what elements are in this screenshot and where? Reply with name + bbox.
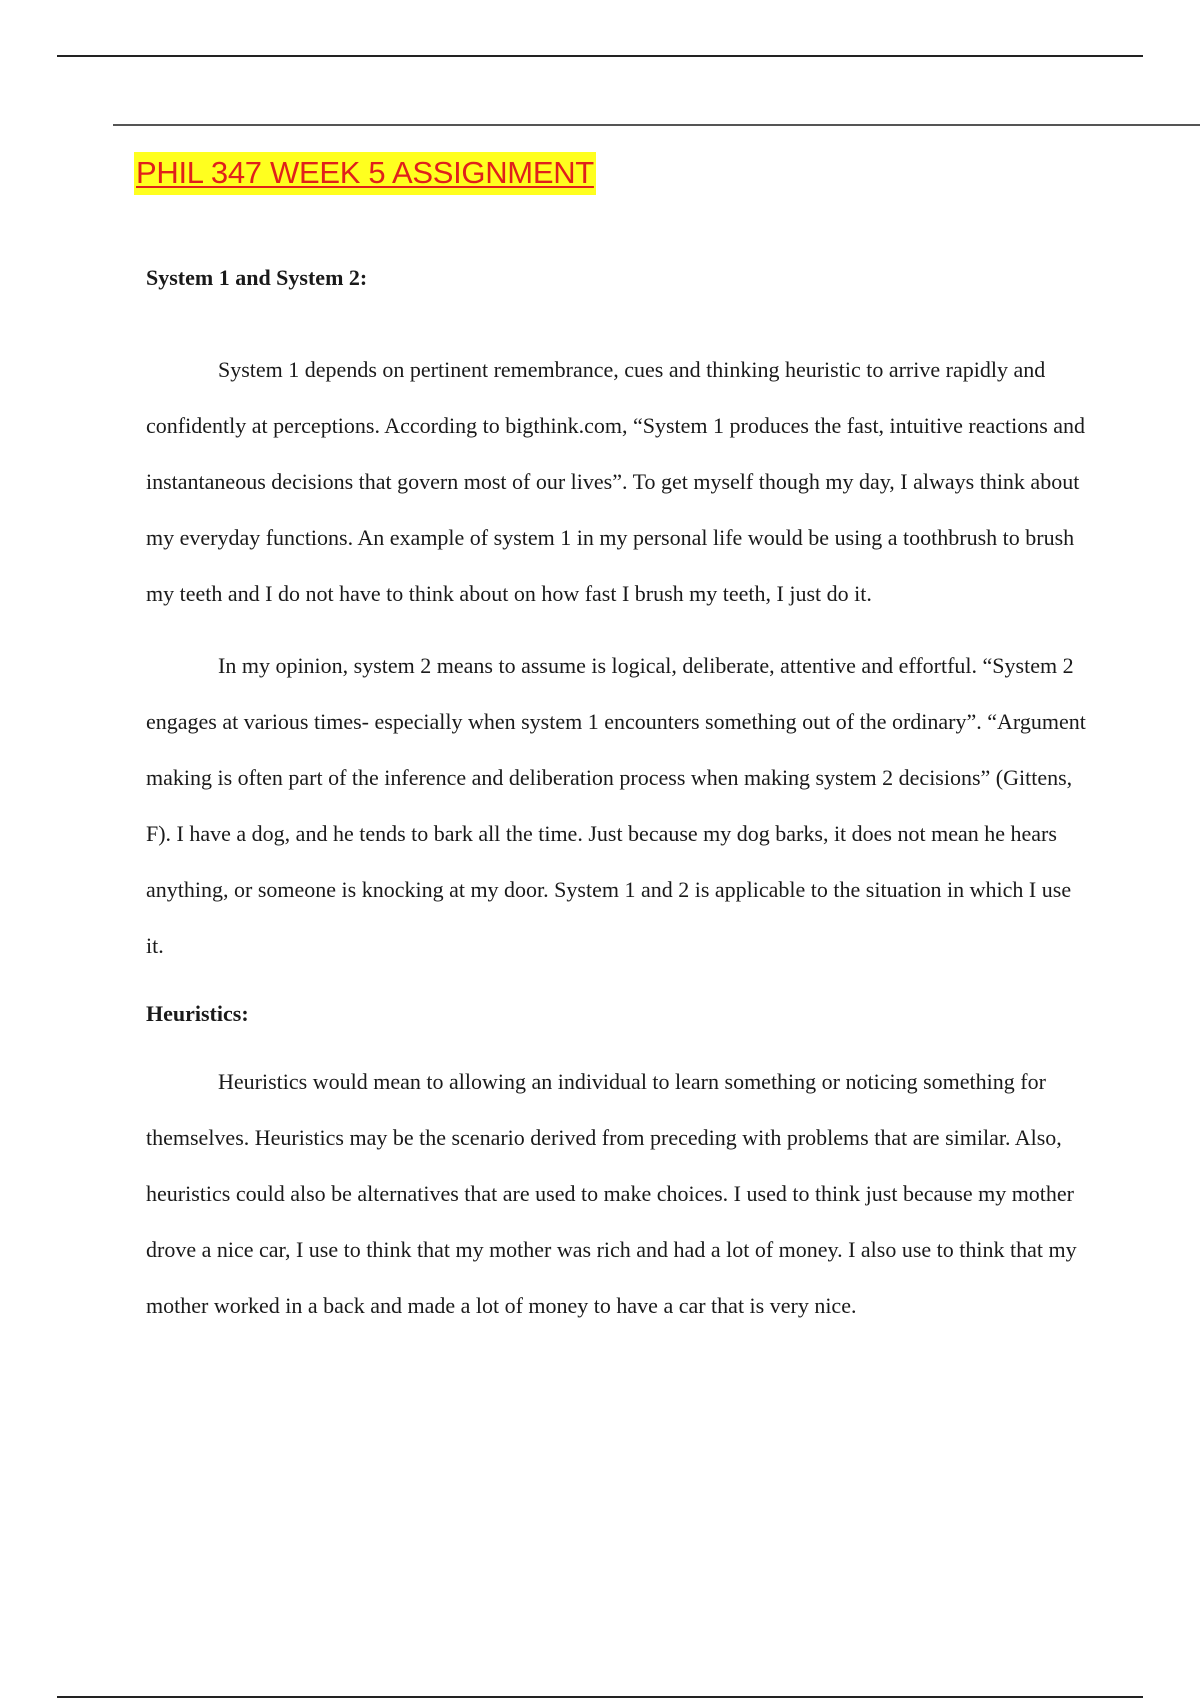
top-page-rule bbox=[57, 55, 1143, 57]
document-title: PHIL 347 WEEK 5 ASSIGNMENT bbox=[134, 152, 596, 195]
section-heuristics bbox=[146, 986, 1092, 1334]
bottom-page-rule bbox=[57, 1696, 1143, 1698]
section-heading: Heuristics: bbox=[146, 1001, 249, 1026]
body-paragraph: Heuristics would mean to allowing an individual to learn something or noticing something for themselves. Heuristics may be the scenario derived from preceding with problems that are similar. Also, heuristics could also be alternatives that are used to make choices. I used to think just because my mother drove a nice car, I use to think that my mother was rich and had a lot of money. I also use to think that my mother worked in a back and made a lot of money to have a car that is very nice. bbox=[146, 1069, 1077, 1318]
header-rule bbox=[113, 124, 1200, 126]
section-system-1-and-2 bbox=[146, 250, 1092, 974]
body-paragraph: In my opinion, system 2 means to assume is logical, deliberate, attentive and effortful. “System 2 engages at various times- especially when system 1 encounters something out of the ordinary”. “Argument making is often part of the inference and deliberation process when making system 2 decisions” (Gittens, F). I have a dog, and he tends to bark all the time. Just because my dog barks, it does not mean he hears anything, or someone is knocking at my door. System 1 and 2 is applicable to the situation in which I use it. bbox=[146, 653, 1086, 958]
body-paragraph: System 1 depends on pertinent remembrance, cues and thinking heuristic to arrive rapidly and confidently at perceptions. According to bigthink.com, “System 1 produces the fast, intuitive reactions and instantaneous decisions that govern most of our lives”. To get myself though my day, I always think about my everyday functions. An example of system 1 in my personal life would be using a toothbrush to brush my teeth and I do not have to think about on how fast I brush my teeth, I just do it. bbox=[146, 357, 1086, 606]
document-body bbox=[146, 250, 1092, 1334]
section-heading: System 1 and System 2: bbox=[146, 265, 368, 290]
